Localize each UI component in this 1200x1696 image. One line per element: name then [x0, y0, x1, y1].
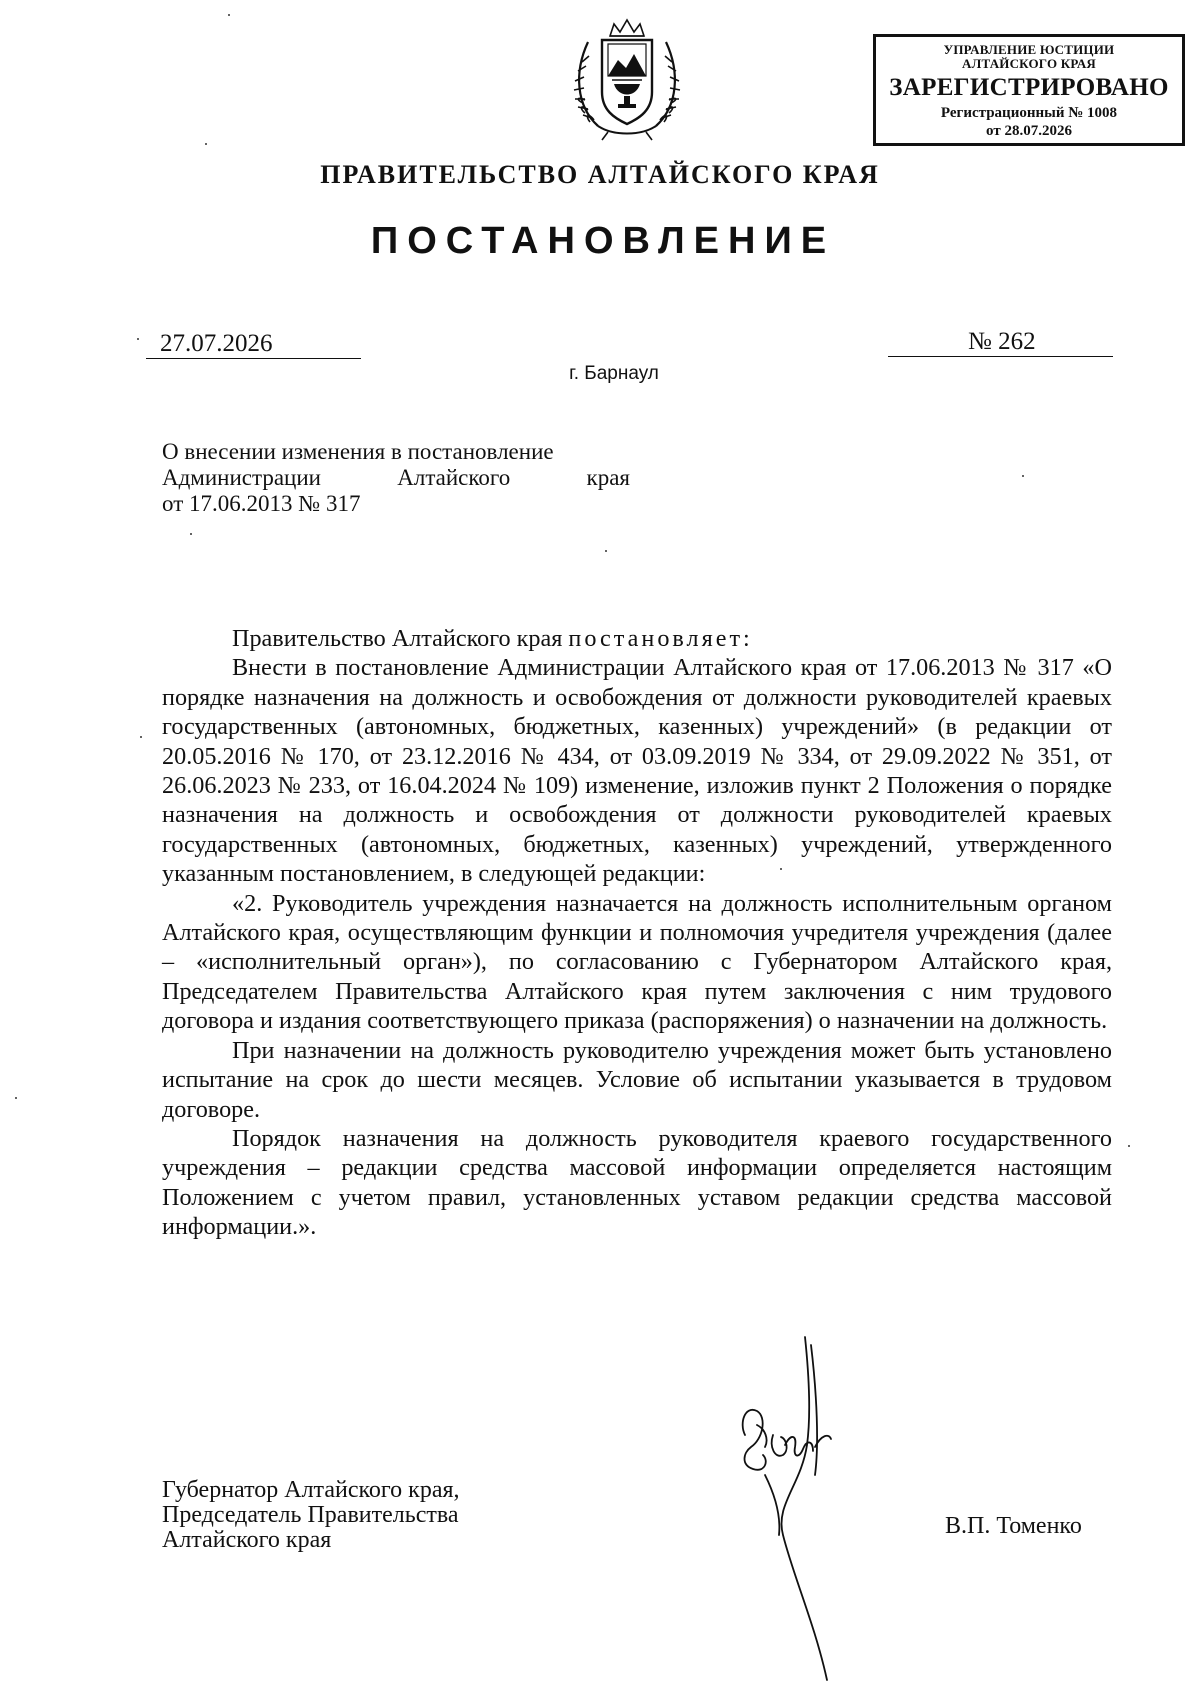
document-subject [162, 439, 630, 517]
subject-line: от 17.06.2013 № 317 [162, 491, 361, 516]
subject-line: О внесении изменения в постановление [162, 439, 554, 464]
scan-speck [190, 533, 192, 535]
body-paragraph: Внести в постановление Администрации Алтайского края от 17.06.2013 № 317 «О порядке назначения на должность и освобождения от должности руководителей краевых государственных (автономных, бюджетных, казенных) учреждений» (в редакции от 20.05.2016 № 170, от 23.12.2016 № 434, от 03.09.2019 № 334, от 29.09.2022 № 351, от 26.06.2023 № 233, от 16.04.2024 № 109) изменение, изложив пункт 2 Положения о порядке назначения на должность и освобождения от должности руководителей краевых государственных (автономных, бюджетных, казенных) учреждений, утвержденного указанным постановлением, в следующей редакции: [162, 654, 1112, 888]
position-line: Губернатор Алтайского края, [162, 1477, 460, 1503]
signatory-position [162, 1478, 582, 1553]
signatory-name: В.П. Томенко [945, 1513, 1082, 1539]
body-paragraph: Порядок назначения на должность руководителя краевого государственного учреждения – редакции средства массовой информации определяется настоящим Положением с учетом правил, установленных уставом редакции средства массовой информации.». [162, 1124, 1112, 1241]
scan-speck [137, 338, 139, 340]
document-type-title: ПОСТАНОВЛЕНИЕ [370, 220, 836, 262]
scan-speck [605, 550, 607, 552]
stamp-authority-line2: АЛТАЙСКОГО КРАЯ [962, 56, 1096, 71]
scan-speck [228, 14, 230, 16]
coat-of-arms-icon [568, 14, 686, 142]
body-paragraph: «2. Руководитель учреждения назначается на должность исполнительным органом Алтайского края, осуществляющим функции и полномочия учредителя учреждения (далее – «исполнительный орган»), по согласованию с Губернатором Алтайского края, Председателем Правительства Алтайского края путем заключения с ним трудового договора и издания соответствующего приказа (распоряжения) о назначении на должность. [162, 889, 1112, 1035]
scan-speck [780, 868, 782, 870]
position-line: Алтайского края [162, 1527, 332, 1553]
subject-line: Администрации Алтайского края [162, 465, 630, 490]
intro-text: Правительство Алтайского края [232, 625, 569, 652]
signature-icon [735, 1335, 895, 1685]
body-intro [162, 624, 1112, 653]
intro-colon: : [743, 625, 750, 652]
scan-speck [15, 1097, 17, 1099]
scan-speck [1022, 475, 1024, 477]
scan-speck [205, 143, 207, 145]
scan-speck [140, 736, 142, 738]
document-city: г. Барнаул [569, 363, 659, 384]
registration-stamp [873, 34, 1185, 146]
document-date: 27.07.2026 [146, 330, 361, 359]
stamp-status: ЗАРЕГИСТРИРОВАНО [889, 74, 1169, 101]
scan-speck [1128, 1145, 1130, 1147]
intro-resolution-word: постановляет [568, 625, 744, 652]
stamp-registration-number: Регистрационный № 1008 [940, 105, 1118, 121]
stamp-registration-date: от 28.07.2026 [986, 123, 1072, 139]
document-body [162, 624, 1112, 1242]
body-paragraph: При назначении на должность руководителю учреждения может быть установлено испытание на срок до шести месяцев. Условие об испытании указывается в трудовом договоре. [162, 1036, 1112, 1123]
government-title: ПРАВИТЕЛЬСТВО АЛТАЙСКОГО КРАЯ [320, 160, 880, 189]
stamp-authority-line1: УПРАВЛЕНИЕ ЮСТИЦИИ [943, 42, 1115, 57]
document-number: № 262 [888, 328, 1113, 357]
position-line: Председатель Правительства [162, 1502, 459, 1528]
